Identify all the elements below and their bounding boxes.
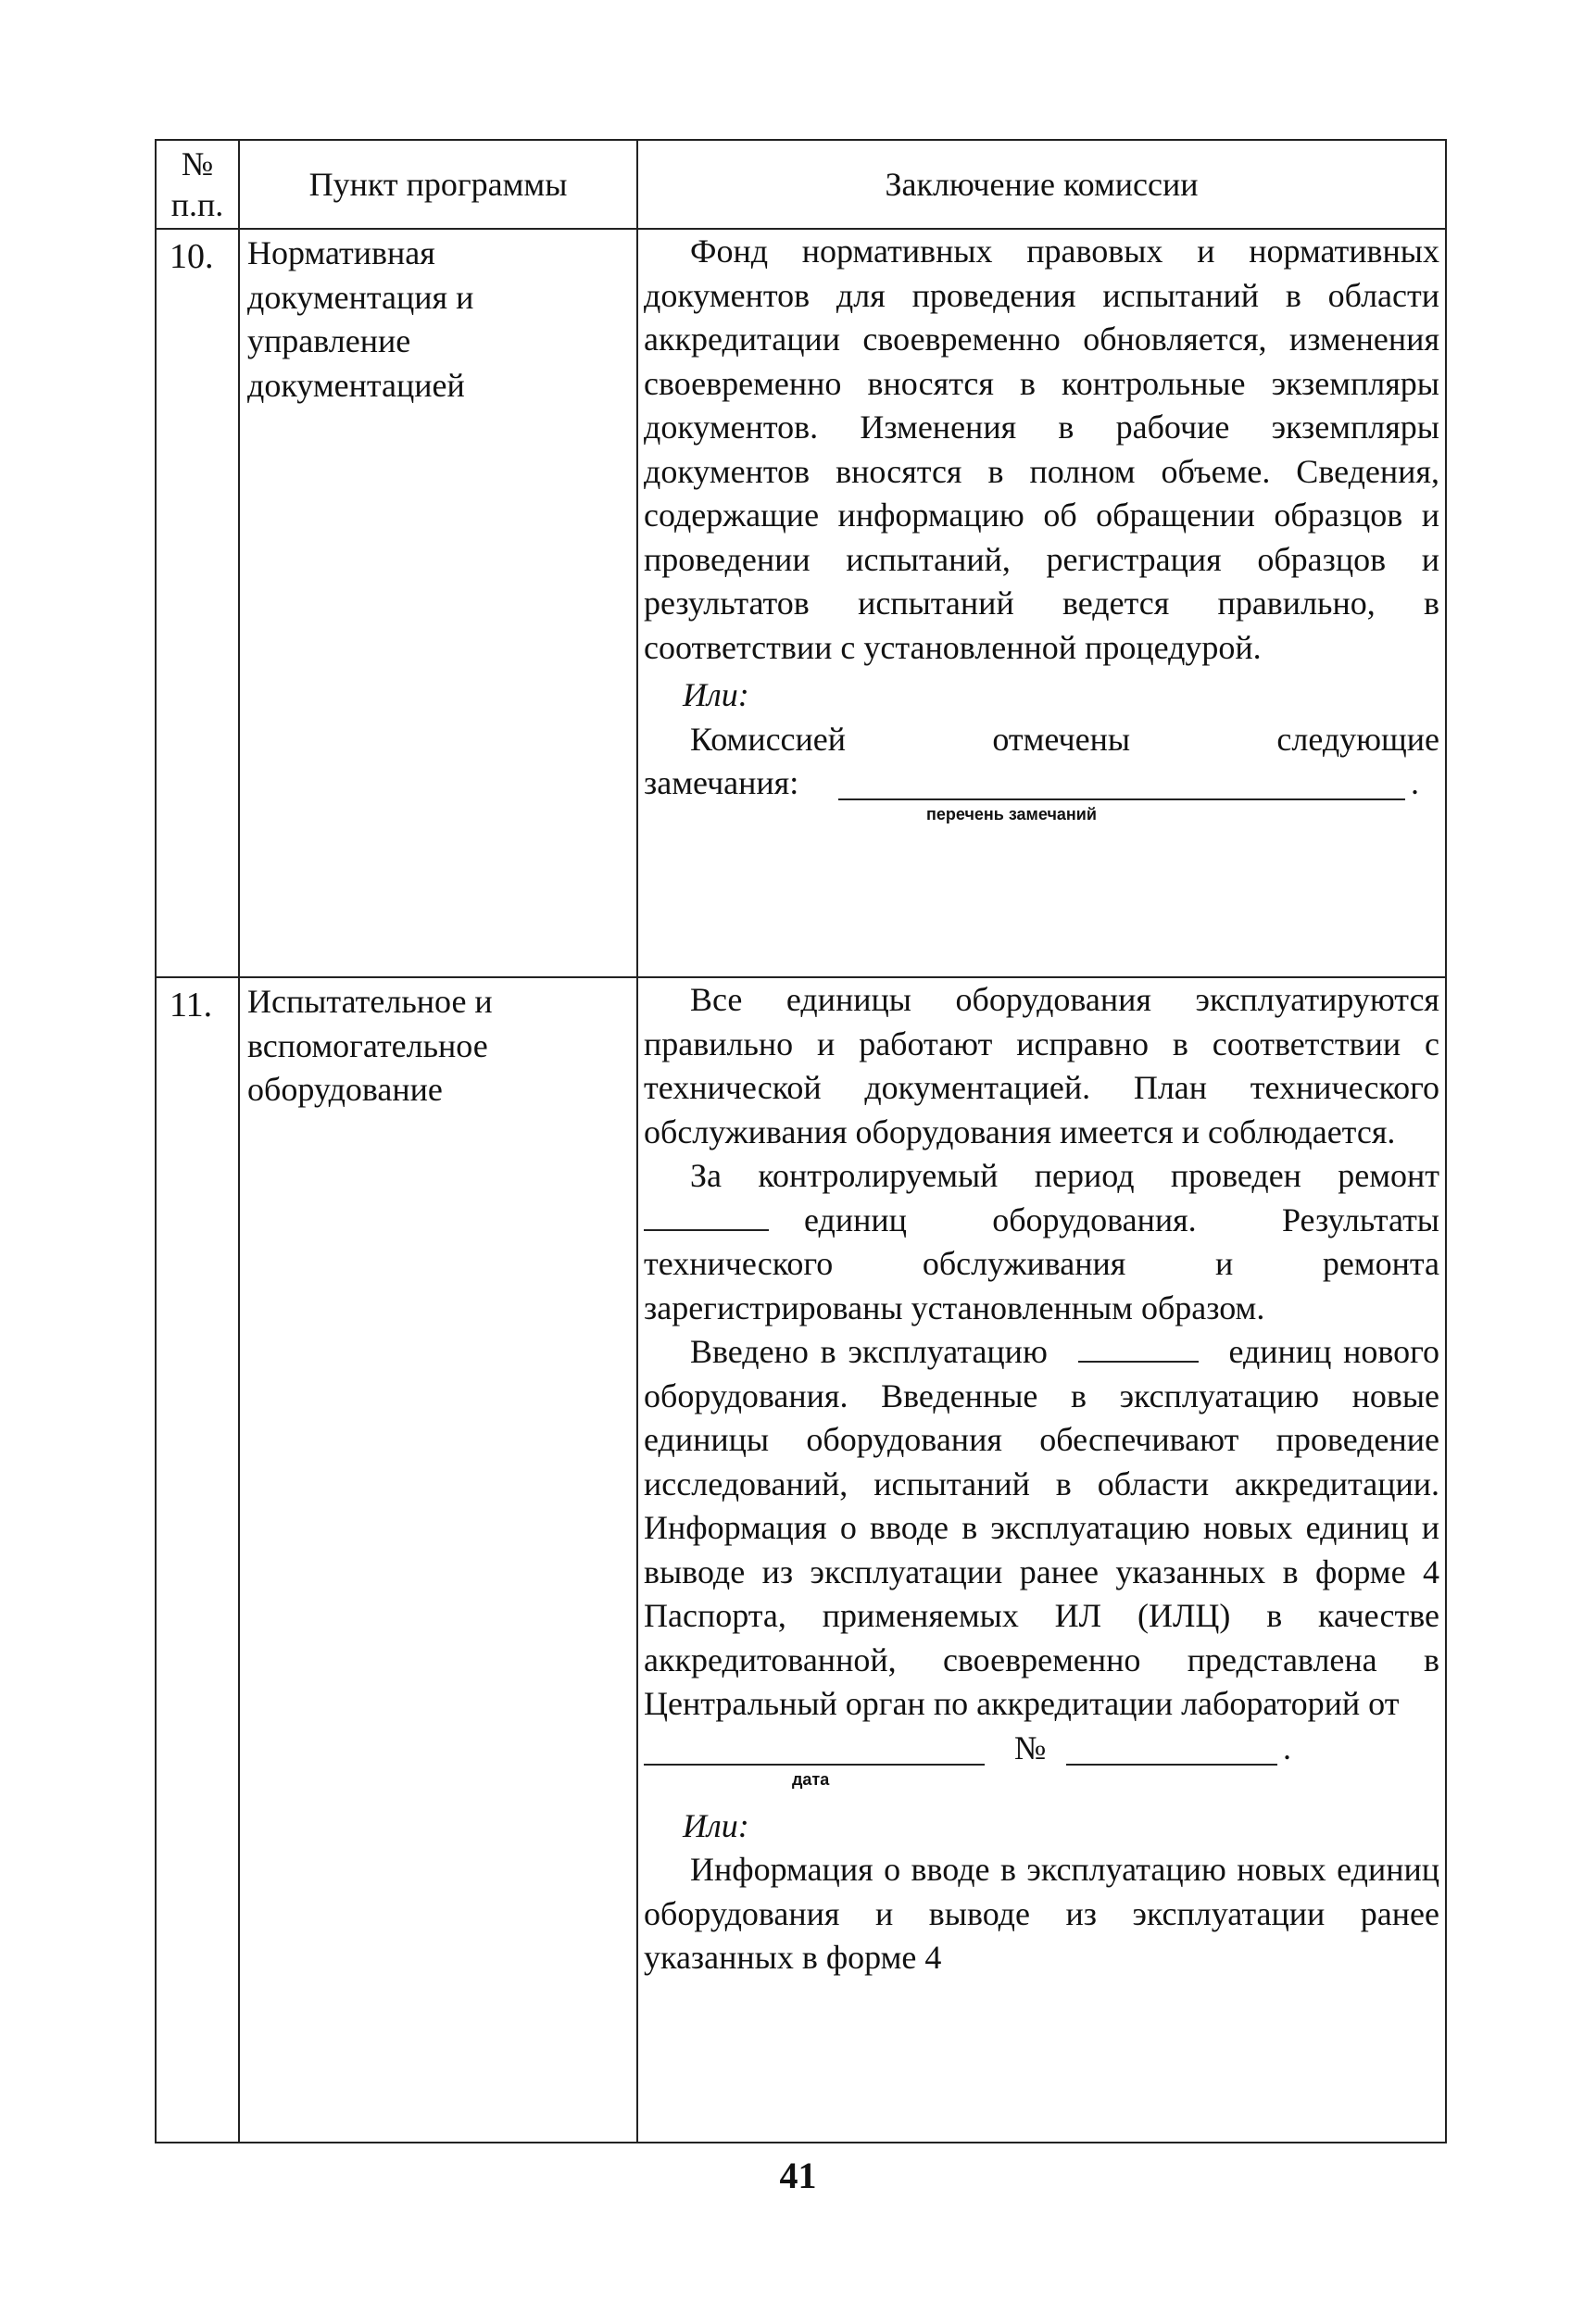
new-equipment-blank <box>1078 1333 1199 1363</box>
date-blank <box>644 1736 985 1766</box>
date-line <box>644 1727 1439 1801</box>
page-number: 41 <box>779 2155 817 2196</box>
number-label: № <box>1014 1728 1047 1766</box>
remarks-label: замечания: <box>644 764 799 801</box>
commission-table <box>155 139 1447 2143</box>
conclusion-paragraph: Фонд нормативных правовых и нормативных документов для проведения испытаний в области аккредитации своевременно обновляется, изменения своевременно вносятся в контрольные экземпляры документов. Изменения в рабочие экземпляры документов вносятся в полном объеме. Сведения, содержащие информацию об обращении образцов и проведении испытаний, регистрация образцов и результатов испытаний ведется правильно, в соответствии с установленной процедурой. <box>644 233 1439 666</box>
repair-paragraph-b: единиц оборудования. Результаты технического обслуживания и ремонта зарегистрированы установленным образом. <box>644 1200 1439 1326</box>
table-row <box>156 977 1446 2143</box>
remarks-end: . <box>1411 764 1419 801</box>
conclusion-cell <box>637 977 1446 2143</box>
new-equipment-b: единиц нового оборудования. Введенные в эксплуатацию новые единицы оборудования обеспечивают проведение исследований, испытаний в области аккредитации. Информация о вводе в эксплуатацию новых единиц и выводе из эксплуатации ранее указанных в форме 4 Паспорта, применяемых ИЛ (ИЛЦ) в качестве аккредитованной, своевременно представлена в Центральный орган по аккредитации лабораторий от <box>644 1333 1440 1722</box>
row-number: 11. <box>156 977 239 2143</box>
or-label: Или: <box>683 1806 749 1844</box>
conclusion-paragraph: Информация о вводе в эксплуатацию новых единиц оборудования и выводе из эксплуатации ранее указанных в форме 4 <box>644 1851 1439 1976</box>
table-header-row <box>156 140 1446 229</box>
header-item: Пункт программы <box>239 140 637 229</box>
number-blank <box>1066 1736 1277 1766</box>
line-end: . <box>1283 1728 1291 1766</box>
conclusion-paragraph: Все единицы оборудования эксплуатируются правильно и работают исправно в соответствии с технической документацией. План технического обслуживания оборудования имеется и соблюдается. <box>644 981 1439 1150</box>
table-row <box>156 229 1446 977</box>
repair-paragraph <box>644 1199 1439 1331</box>
date-caption: дата <box>792 1769 830 1789</box>
repair-paragraph-a: За контролируемый период проведен ремонт <box>690 1157 1439 1194</box>
header-num: № п.п. <box>156 140 239 229</box>
row-number: 10. <box>156 229 239 977</box>
conclusion-cell <box>637 229 1446 977</box>
header-conclusion: Заключение комиссии <box>637 140 1446 229</box>
new-equipment-a: Введено в эксплуатацию <box>690 1333 1048 1370</box>
remarks-caption: перечень замечаний <box>926 805 1097 823</box>
new-equipment-paragraph <box>644 1330 1439 1727</box>
remarks-intro: Комиссией отмечены следующие <box>690 720 1439 758</box>
remarks-blank <box>838 771 1405 800</box>
program-item: Нормативная документация и управление документацией <box>239 229 637 977</box>
remarks-line <box>644 761 1439 850</box>
program-item: Испытательное и вспомогательное оборудование <box>239 977 637 2143</box>
or-label: Или: <box>683 676 749 713</box>
repair-count-blank <box>644 1201 769 1231</box>
